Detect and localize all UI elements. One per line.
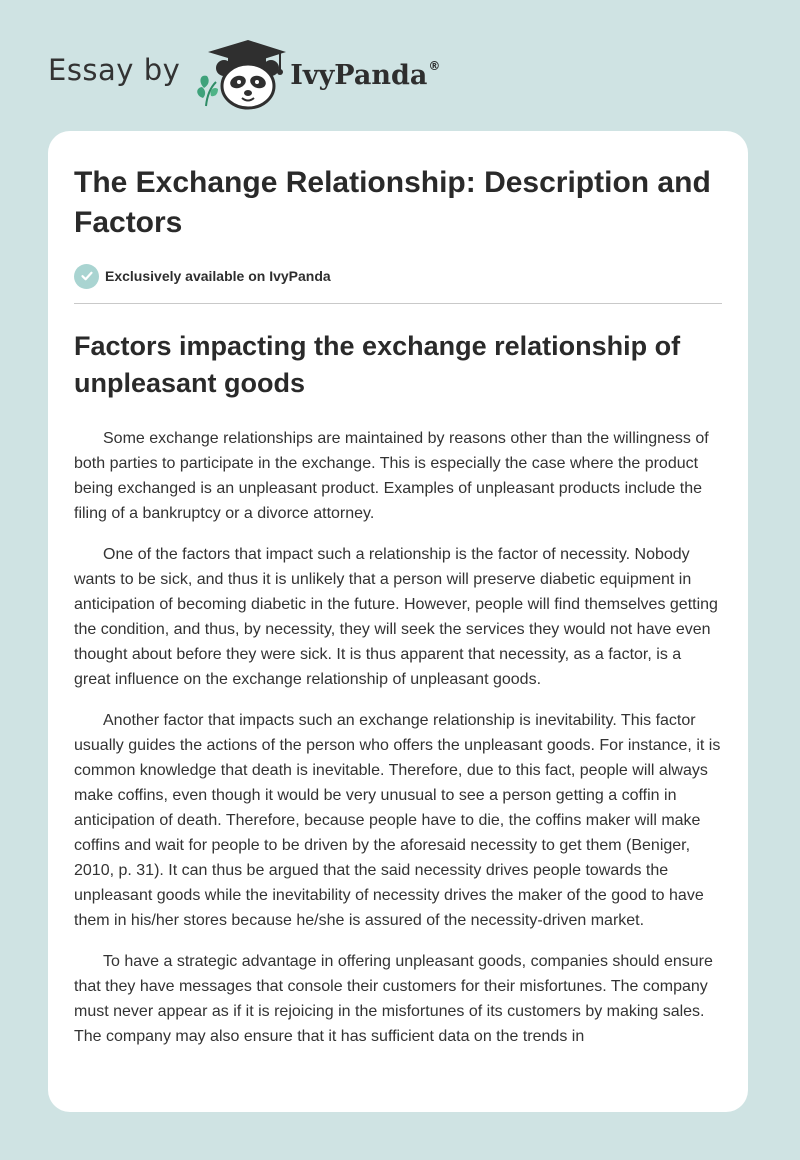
exclusive-badge xyxy=(74,263,722,289)
paragraph: Another factor that impacts such an exchange relationship is inevitability. This factor usually guides the actions of the person who offers the unpleasant goods. For instance, it is common knowledge that death is inevitable. Therefore, due to this fact, people will always make coffins, even though it would be very unusual to see a person getting a coffin in anticipation of death. Therefore, because people have to die, the coffins maker will make coffins and wait for people to be driven by the aforesaid necessity to get them (Beniger, 2010, p. 31). It can thus be argued that the said necessity drives people towards the unpleasant goods while the inevitability of necessity drives the maker of the good to have them in his/her stores because he/she is assured of the necessity-driven market. xyxy=(74,712,721,929)
essay-body xyxy=(74,426,722,1049)
essay-title: The Exchange Relationship: Description and Factors xyxy=(74,166,711,239)
essay-by-label: Essay by xyxy=(48,53,181,87)
brand-name[interactable] xyxy=(290,60,440,91)
paragraph: Some exchange relationships are maintained by reasons other than the willingness of both parties to participate in the exchange. This is especially the case where the product being exchanged is an unpleasant product. Examples of unpleasant products include the filing of a bankruptcy or a divorce attorney. xyxy=(74,430,709,522)
paragraph: One of the factors that impact such a relationship is the factor of necessity. Nobody wants to be sick, and thus it is unlikely that a person will preserve diabetic equipment in anticipation of becoming diabetic in the future. However, people will find themselves getting the condition, and thus, by necessity, they will seek the services they would not have even thought about before they were sick. It is thus apparent that necessity, as a factor, is a great influence on the exchange relationship of unpleasant goods. xyxy=(74,546,718,688)
paragraph: To have a strategic advantage in offering unpleasant goods, companies should ensure that they have messages that console their customers for their misfortunes. The company must never appear as if it is rejoicing in the misfortunes of its customers by making sales. The company may also ensure that it has sufficient data on the trends in xyxy=(74,953,713,1045)
registered-mark: ® xyxy=(428,58,441,73)
section-heading: Factors impacting the exchange relationship of unpleasant goods xyxy=(74,331,681,398)
essay-content xyxy=(74,163,722,1065)
exclusive-badge-label: Exclusively available on IvyPanda xyxy=(105,268,331,284)
check-circle-icon xyxy=(74,264,99,289)
essay-card xyxy=(48,131,748,1112)
site-header xyxy=(48,36,440,110)
title-divider xyxy=(74,303,722,304)
panda-logo-icon[interactable] xyxy=(194,36,286,110)
brand-name-text: IvyPanda xyxy=(290,59,428,91)
